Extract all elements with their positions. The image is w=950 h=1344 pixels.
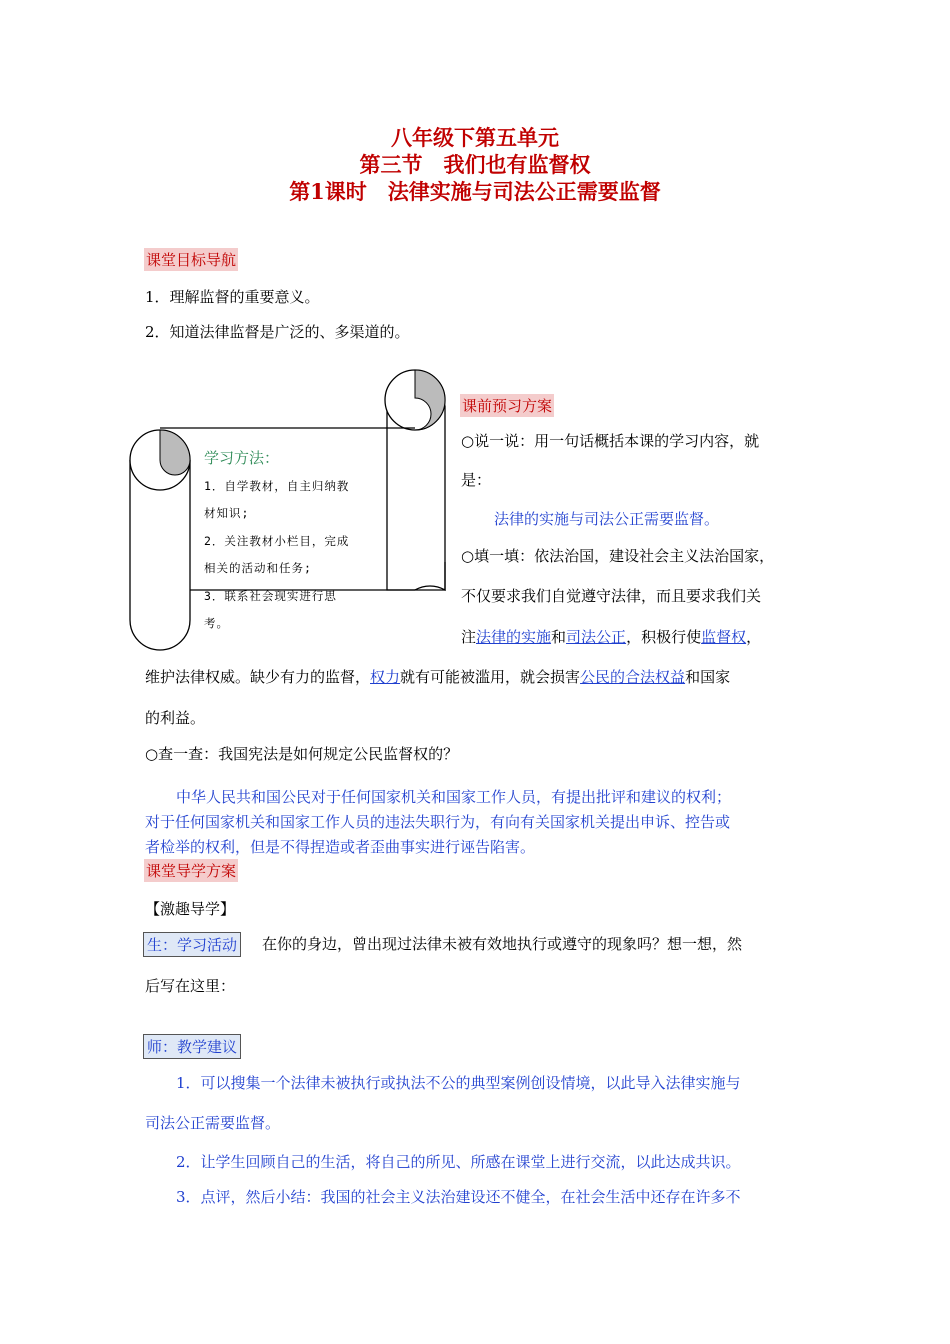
fill-text: 就有可能被滥用，就会损害: [400, 668, 581, 686]
method-line: 材知识;: [204, 506, 250, 520]
say-line-2: 是：: [461, 471, 492, 489]
check-answer-line-2: 对于任何国家机关和国家工作人员的违法失职行为，有向有关国家机关提出申诉、控告或: [145, 813, 731, 831]
title-unit: 八年级下第五单元: [391, 125, 559, 150]
guide-heading: 课堂导学方案: [144, 859, 238, 882]
teacher-suggestion-1-line-1: 1．可以搜集一个法律未被执行或执法不公的典型案例创设情境，以此导入法律实施与: [176, 1074, 741, 1092]
fill-blank-2: 司法公正: [566, 628, 627, 646]
fill-line-4: [145, 666, 730, 687]
fill-blank-4: 权力: [370, 668, 401, 686]
fill-text: 注: [461, 628, 477, 646]
method-title: 学习方法：: [204, 449, 280, 467]
method-line: 1．自学教材，自主归纳教: [204, 479, 350, 493]
student-activity-line-1: 在你的身边，曾出现过法律未被有效地执行或遵守的现象吗？想一想，然: [262, 935, 743, 953]
fill-blank-1: 法律的实施: [476, 628, 552, 646]
student-activity-line-2: 后写在这里：: [145, 977, 236, 995]
check-answer-line-1: 中华人民共和国公民对于任何国家机关和国家工作人员，有提出批评和建议的权利；: [176, 788, 732, 806]
fill-blank-3: 监督权: [701, 628, 747, 646]
fill-text: 维护法律权威。缺少有力的监督，: [145, 668, 371, 686]
scroll-graphic: [125, 362, 450, 662]
check-answer-line-3: 者检举的权利，但是不得捏造或者歪曲事实进行诬告陷害。: [145, 838, 536, 856]
title-section: 第三节 我们也有监督权: [359, 152, 591, 177]
teacher-suggestion-tag: 师：教学建议: [143, 1034, 241, 1059]
title-lesson: 第1课时 法律实施与司法公正需要监督: [289, 179, 661, 204]
guide-subheading: 【激趣导学】: [145, 900, 236, 918]
fill-text: ，: [746, 628, 762, 646]
student-activity-tag: 生：学习活动: [143, 932, 241, 957]
fill-line-3: [461, 626, 761, 647]
fill-text: ，积极行使: [626, 628, 702, 646]
method-line: 2．关注教材小栏目，完成: [204, 534, 350, 548]
preview-heading: 课前预习方案: [460, 394, 554, 417]
method-line: 相关的活动和任务;: [204, 561, 312, 575]
say-answer: 法律的实施与司法公正需要监督。: [494, 510, 720, 528]
teacher-suggestion-3: 3．点评，然后小结：我国的社会主义法治建设还不健全，在社会生活中还存在许多不: [176, 1188, 741, 1206]
fill-text: 和: [551, 628, 567, 646]
goals-heading: 课堂目标导航: [144, 248, 238, 271]
method-line: 3．联系社会现实进行思: [204, 589, 337, 603]
fill-line-1: ○填一填：依法治国，建设社会主义法治国家，: [461, 547, 775, 565]
goal-item-2: 2．知道法律监督是广泛的、多渠道的。: [145, 323, 410, 341]
say-line-1: ○说一说：用一句话概括本课的学习内容，就: [461, 432, 760, 450]
fill-line-5: 的利益。: [145, 709, 206, 727]
goal-item-1: 1．理解监督的重要意义。: [145, 288, 320, 306]
fill-line-2: 不仅要求我们自觉遵守法律，而且要求我们关: [461, 587, 762, 605]
teacher-suggestion-1-line-2: 司法公正需要监督。: [145, 1114, 281, 1132]
method-line: 考。: [204, 616, 229, 630]
fill-text: 和国家: [685, 668, 731, 686]
check-question: ○查一查：我国宪法是如何规定公民监督权的？: [145, 745, 459, 763]
fill-blank-5: 公民的合法权益: [580, 668, 686, 686]
teacher-suggestion-2: 2．让学生回顾自己的生活，将自己的所见、所感在课堂上进行交流，以此达成共识。: [176, 1153, 741, 1171]
